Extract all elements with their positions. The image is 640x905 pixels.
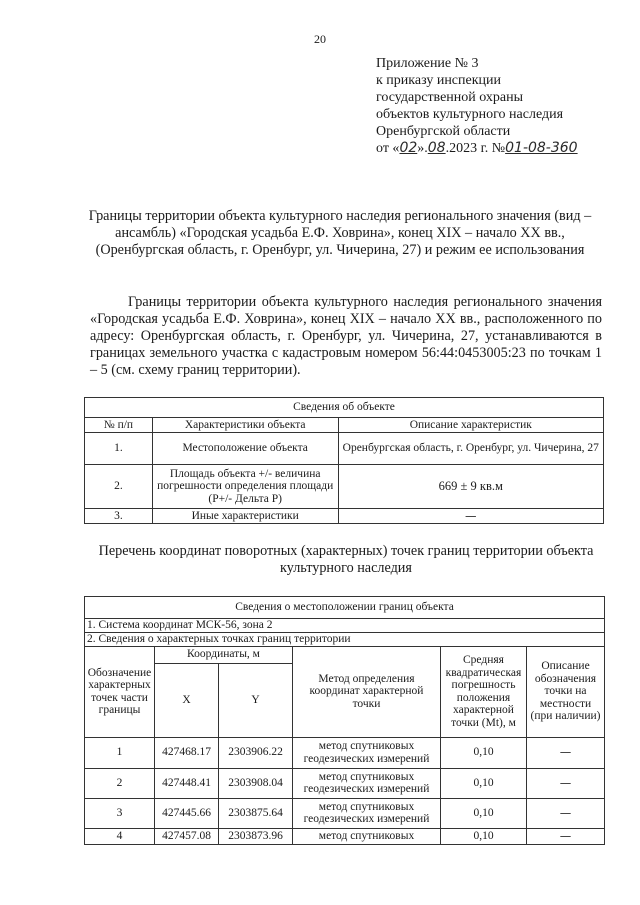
coord-y: 2303875.64 xyxy=(219,798,293,828)
column-header: Характеристики объекта xyxy=(152,418,338,433)
mt-error: 0,10 xyxy=(441,737,527,768)
coord-x: 427448.41 xyxy=(155,768,219,798)
table-caption: Сведения об объекте xyxy=(85,398,604,418)
table-row xyxy=(85,737,605,768)
coord-x: 427468.17 xyxy=(155,737,219,768)
point-number: 3 xyxy=(85,798,155,828)
appendix-line: Приложение № 3 xyxy=(376,56,479,71)
coord-y: 2303906.22 xyxy=(219,737,293,768)
column-header: X xyxy=(155,663,219,737)
table-cell: 1. xyxy=(85,433,153,465)
appendix-line: Оренбургской области xyxy=(376,124,511,139)
object-info-table xyxy=(84,397,604,524)
method: метод спутниковых геодезических измерений xyxy=(293,768,441,798)
body-paragraph: Границы территории объекта культурного наследия регионального значения «Городская усадьба Е.Ф. Ховрина», конец XIX – начало XX вв., расположенного по адресу: Оренбургская область, г. Оренбург, ул. Чичерина, 27, устанавливаются в границах земельного участка с кадастровым номером 56:44:0453005:23 по точкам 1 – 5 (см. схему границ территории). xyxy=(90,294,602,378)
mt-error: 0,10 xyxy=(441,768,527,798)
table-row xyxy=(85,798,605,828)
table-cell: Иные характеристики xyxy=(152,509,338,524)
appendix-line: государственной охраны xyxy=(376,90,524,105)
point-description: — xyxy=(527,828,605,844)
column-header: Средняя квадратическая погрешность положения характерной точки (Mt), м xyxy=(441,646,527,737)
date-day: 02 xyxy=(399,140,418,156)
column-header: Метод определения координат характерной точки xyxy=(293,646,441,737)
table-row xyxy=(85,768,605,798)
point-number: 2 xyxy=(85,768,155,798)
method: метод спутниковых xyxy=(293,828,441,844)
date-month: 08 xyxy=(427,140,446,156)
appendix-line: объектов культурного наследия xyxy=(376,107,564,122)
page-number: 20 xyxy=(314,32,326,46)
table-cell: — xyxy=(338,509,603,524)
mt-error: 0,10 xyxy=(441,828,527,844)
column-header: Описание обозначения точки на местности (при наличии) xyxy=(527,646,605,737)
table-cell: 2. xyxy=(85,465,153,509)
method: метод спутниковых геодезических измерений xyxy=(293,737,441,768)
table-caption: Сведения о местоположении границ объекта xyxy=(85,597,605,619)
mt-error: 0,10 xyxy=(441,798,527,828)
column-header: Обозначение характерных точек части границы xyxy=(85,646,155,737)
table-cell: 3. xyxy=(85,509,153,524)
coord-x: 427445.66 xyxy=(155,798,219,828)
section-row: 2. Сведения о характерных точках границ территории xyxy=(85,633,605,647)
column-header: № п/п xyxy=(85,418,153,433)
point-description: — xyxy=(527,768,605,798)
appendix-date-line xyxy=(376,140,578,157)
table-cell: 669 ± 9 кв.м xyxy=(338,465,603,509)
document-title: Границы территории объекта культурного наследия регионального значения (вид – ансамбль) «Городская усадьба Е.Ф. Ховрина», конец XIX – начало XX вв., (Оренбургская область, г. Оренбург, ул. Чичерина, 27) и режим ее использования xyxy=(88,208,592,258)
table-cell: Оренбургская область, г. Оренбург, ул. Чичерина, 27 xyxy=(338,433,603,465)
date-year: .2023 г. № xyxy=(445,141,506,156)
appendix-header xyxy=(376,55,578,157)
column-header: Описание характеристик xyxy=(338,418,603,433)
appendix-line: к приказу инспекции xyxy=(376,73,502,88)
coordinates-table xyxy=(84,596,605,845)
coordinates-heading: Перечень координат поворотных (характерных) точек границ территории объекта культурного наследия xyxy=(98,543,594,576)
point-description: — xyxy=(527,737,605,768)
coord-y: 2303873.96 xyxy=(219,828,293,844)
method: метод спутниковых геодезических измерений xyxy=(293,798,441,828)
date-prefix: от « xyxy=(376,141,400,156)
table-cell: Местоположение объекта xyxy=(152,433,338,465)
coordinate-system-row: 1. Система координат МСК-56, зона 2 xyxy=(85,619,605,633)
column-header: Y xyxy=(219,663,293,737)
doc-number: 01-08-360 xyxy=(505,140,578,156)
coord-x: 427457.08 xyxy=(155,828,219,844)
table-row xyxy=(85,828,605,844)
table-cell: Площадь объекта +/- величина погрешности определения площади (P+/- Дельта P) xyxy=(152,465,338,509)
date-mid: ». xyxy=(417,141,428,156)
coord-y: 2303908.04 xyxy=(219,768,293,798)
column-header: Координаты, м xyxy=(155,646,293,663)
point-number: 1 xyxy=(85,737,155,768)
point-number: 4 xyxy=(85,828,155,844)
point-description: — xyxy=(527,798,605,828)
